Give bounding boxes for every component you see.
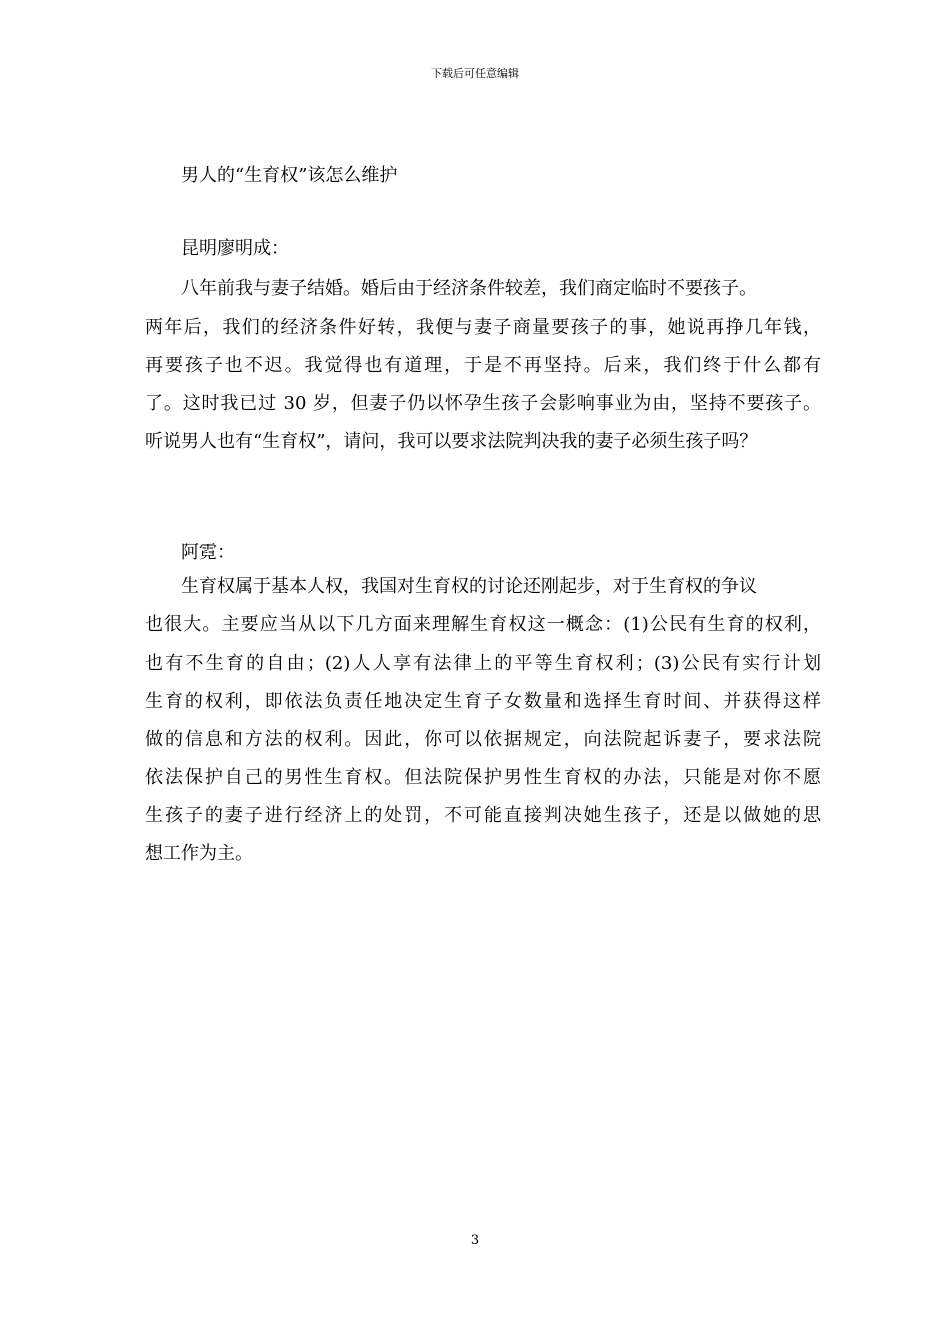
- question-line: 了。这时我已过 30 岁，但妻子仍以怀孕生孩子会影响事业为由，坚持不要孩子。: [145, 393, 821, 414]
- answer-line: 也很大。主要应当从以下几方面来理解生育权这一概念：(1)公民有生育的权利，: [145, 614, 821, 635]
- question-line: 两年后，我们的经济条件好转，我便与妻子商量要孩子的事，她说再挣几年钱，: [145, 317, 821, 338]
- page-number: 3: [470, 1233, 480, 1248]
- answer-line: 做的信息和方法的权利。因此，你可以依据规定，向法院起诉妻子，要求法院: [145, 729, 821, 750]
- question-line: 听说男人也有“生育权”，请问，我可以要求法院判决我的妻子必须生孩子吗？: [145, 431, 758, 452]
- question-author: 昆明廖明成：: [181, 238, 289, 259]
- question-line: 八年前我与妻子结婚。婚后由于经济条件较差，我们商定临时不要孩子。: [181, 278, 757, 299]
- answer-line: 也有不生育的自由；(2)人人享有法律上的平等生育权利；(3)公民有实行计划: [145, 653, 821, 674]
- answer-line: 生孩子的妻子进行经济上的处罚，不可能直接判决她生孩子，还是以做她的思: [145, 805, 821, 826]
- answer-line: 想工作为主。: [145, 843, 253, 864]
- answer-author: 阿霓：: [181, 542, 235, 563]
- page-header: 下载后可任意编辑: [431, 67, 519, 80]
- answer-line: 依法保护自己的男性生育权。但法院保护男性生育权的办法，只能是对你不愿: [145, 767, 821, 788]
- question-line: 再要孩子也不迟。我觉得也有道理，于是不再坚持。后来，我们终于什么都有: [145, 355, 821, 376]
- article-title: 男人的“生育权”该怎么维护: [181, 165, 398, 186]
- answer-line: 生育的权利，即依法负责任地决定生育子女数量和选择生育时间、并获得这样: [145, 691, 821, 712]
- answer-line: 生育权属于基本人权，我国对生育权的讨论还刚起步，对于生育权的争议: [181, 576, 757, 597]
